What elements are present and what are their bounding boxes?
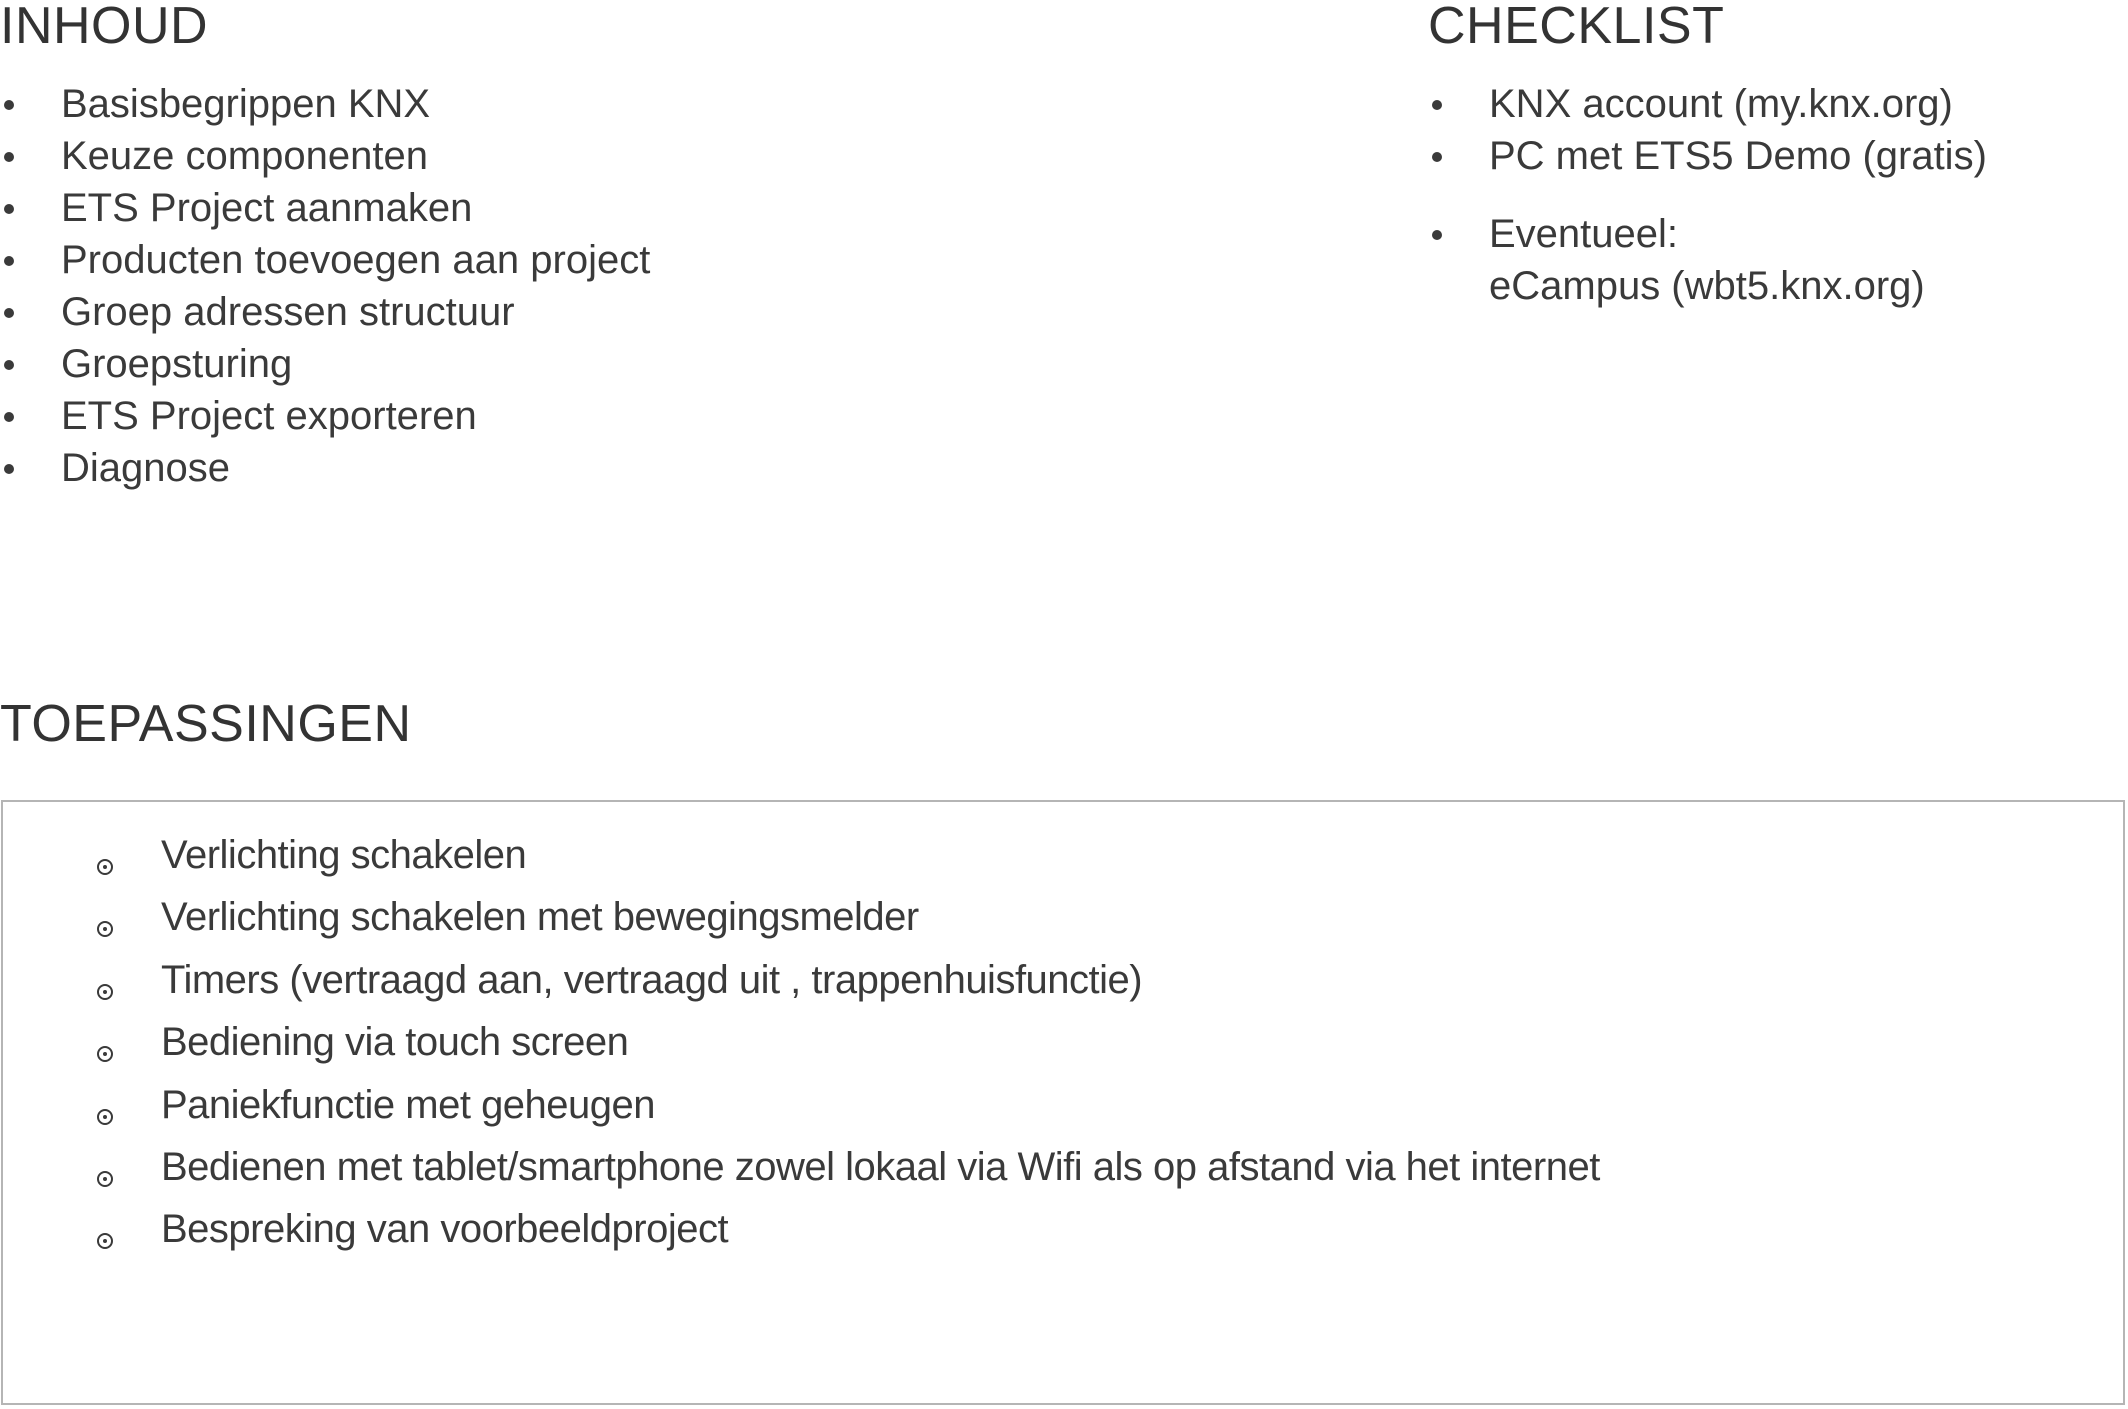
- list-item: [3, 824, 1600, 886]
- list-item-label: Keuze componenten: [61, 134, 428, 178]
- list-item-label: Bespreking van voorbeeldproject: [161, 1207, 729, 1252]
- bullet-dot-icon: [1432, 100, 1442, 110]
- ring-dot-icon: [97, 984, 113, 1000]
- toepassingen-list: [3, 824, 1600, 1261]
- checklist-heading: CHECKLIST: [1428, 0, 1725, 55]
- ring-dot-icon: [97, 1171, 113, 1187]
- list-item: [3, 949, 1600, 1011]
- list-item-label: Bediening via touch screen: [161, 1020, 629, 1065]
- list-item: [3, 1074, 1600, 1136]
- list-item-label: PC met ETS5 Demo (gratis): [1489, 134, 1987, 178]
- list-item: [0, 234, 650, 286]
- list-item-label: Verlichting schakelen: [161, 833, 527, 877]
- list-item: [1428, 78, 1987, 130]
- list-item-label: Groep adressen structuur: [61, 290, 515, 334]
- list-item-label: Timers (vertraagd aan, vertraagd uit , trappenhuisfunctie): [161, 957, 1143, 1002]
- bullet-dot-icon: [4, 100, 14, 110]
- toepassingen-box: [1, 800, 2125, 1405]
- list-item: [0, 182, 650, 234]
- list-item: [3, 1198, 1600, 1260]
- list-item: [3, 1136, 1600, 1198]
- list-item-optional: [1428, 208, 1987, 312]
- bullet-dot-icon: [1432, 230, 1442, 240]
- bullet-dot-icon: [4, 256, 14, 266]
- list-item: [0, 442, 650, 494]
- list-item-label: Groepsturing: [61, 342, 293, 386]
- list-item: [0, 390, 650, 442]
- bullet-dot-icon: [4, 204, 14, 214]
- list-item: [3, 886, 1600, 948]
- inhoud-list: [0, 78, 650, 494]
- list-item: [0, 78, 650, 130]
- ring-dot-icon: [97, 1233, 113, 1249]
- inhoud-heading: INHOUD: [0, 0, 209, 55]
- list-item-label: Verlichting schakelen met bewegingsmelder: [161, 895, 919, 940]
- ring-dot-icon: [97, 859, 113, 875]
- list-item-label: Paniekfunctie met geheugen: [161, 1082, 656, 1127]
- list-item-label: Diagnose: [61, 446, 231, 490]
- bullet-dot-icon: [4, 360, 14, 370]
- bullet-dot-icon: [1432, 152, 1442, 162]
- list-item-label: ETS Project aanmaken: [61, 186, 473, 230]
- bullet-dot-icon: [4, 412, 14, 422]
- list-item: [0, 130, 650, 182]
- list-item: [0, 286, 650, 338]
- bullet-dot-icon: [4, 152, 14, 162]
- list-item: [1428, 130, 1987, 182]
- ring-dot-icon: [97, 1046, 113, 1062]
- bullet-dot-icon: [4, 464, 14, 474]
- toepassingen-heading: TOEPASSINGEN: [0, 695, 412, 753]
- optional-detail: eCampus (wbt5.knx.org): [1489, 264, 1925, 308]
- list-item-label: Bedienen met tablet/smartphone zowel lokaal via Wifi als op afstand via het internet: [161, 1144, 1600, 1189]
- list-item-label: Producten toevoegen aan project: [61, 238, 651, 282]
- checklist-list: [1428, 78, 1987, 312]
- ring-dot-icon: [97, 921, 113, 937]
- list-item: [0, 338, 650, 390]
- list-item-label: Basisbegrippen KNX: [61, 82, 431, 126]
- bullet-dot-icon: [4, 308, 14, 318]
- list-item-label: ETS Project exporteren: [61, 394, 477, 438]
- list-item: [3, 1011, 1600, 1073]
- optional-label: Eventueel:: [1489, 212, 1679, 256]
- ring-dot-icon: [97, 1109, 113, 1125]
- list-item-label: KNX account (my.knx.org): [1489, 82, 1953, 126]
